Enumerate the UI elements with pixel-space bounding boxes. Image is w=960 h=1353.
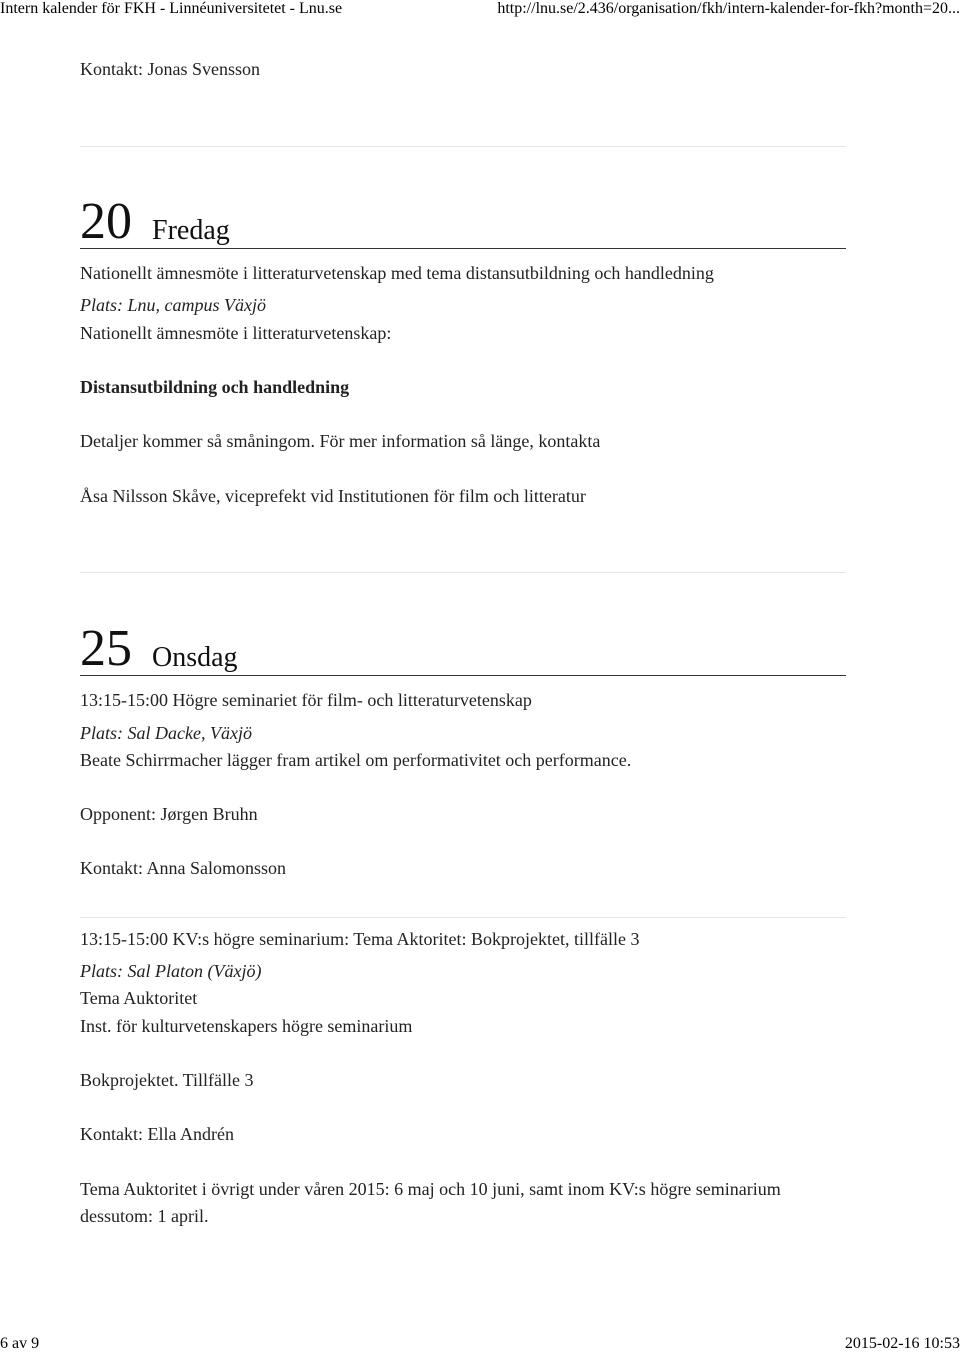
event-place: Plats: Sal Platon (Växjö) bbox=[80, 961, 262, 981]
event-title[interactable]: 13:15-15:00 KV:s högre seminarium: Tema Aktoritet: Bokprojektet, tillfälle 3 bbox=[80, 929, 640, 949]
event-contact: Åsa Nilsson Skåve, viceprefekt vid Institutionen för film och litteratur bbox=[80, 486, 586, 506]
section-divider bbox=[80, 572, 846, 573]
event-description: Beate Schirrmacher lägger fram artikel om performativitet och performance. bbox=[80, 750, 632, 770]
day-name: Onsdag bbox=[152, 642, 238, 673]
event-opponent: Opponent: Jørgen Bruhn bbox=[80, 804, 258, 824]
event-description: Detaljer kommer så småningom. För mer information så länge, kontakta bbox=[80, 431, 601, 451]
event-divider bbox=[80, 917, 846, 918]
day-heading-20 bbox=[80, 192, 846, 249]
event-description: Nationellt ämnesmöte i litteraturvetenskap: bbox=[80, 323, 392, 343]
page-counter: 6 av 9 bbox=[0, 1335, 40, 1352]
event-contact: Kontakt: Ella Andrén bbox=[80, 1124, 234, 1144]
section-divider bbox=[80, 146, 846, 147]
browser-page-title: Intern kalender för FKH - Linnéuniversitetet - Lnu.se bbox=[0, 0, 343, 17]
event-note: Tema Auktoritet i övrigt under våren 2015: 6 maj och 10 juni, samt inom KV:s högre seminarium bbox=[80, 1179, 781, 1199]
event-subtitle: Distansutbildning och handledning bbox=[80, 377, 350, 397]
print-timestamp: 2015-02-16 10:53 bbox=[844, 1335, 960, 1352]
day-number: 20 bbox=[80, 193, 132, 250]
event-title[interactable]: Nationellt ämnesmöte i litteraturvetenskap med tema distansutbildning och handledning bbox=[80, 263, 714, 283]
browser-page-url: http://lnu.se/2.436/organisation/fkh/intern-kalender-for-fkh?month=20... bbox=[497, 0, 960, 17]
day-heading-25 bbox=[80, 619, 846, 676]
event-place: Plats: Sal Dacke, Växjö bbox=[80, 723, 252, 743]
event-description: Bokprojektet. Tillfälle 3 bbox=[80, 1070, 254, 1090]
event-description: Inst. för kulturvetenskapers högre seminarium bbox=[80, 1016, 413, 1036]
top-contact: Kontakt: Jonas Svensson bbox=[80, 59, 260, 79]
day-name: Fredag bbox=[152, 215, 230, 246]
day-number: 25 bbox=[80, 620, 132, 677]
event-place: Plats: Lnu, campus Växjö bbox=[80, 295, 266, 315]
event-contact: Kontakt: Anna Salomonsson bbox=[80, 858, 286, 878]
event-title[interactable]: 13:15-15:00 Högre seminariet för film- och litteraturvetenskap bbox=[80, 690, 532, 710]
event-note: dessutom: 1 april. bbox=[80, 1206, 209, 1226]
event-description: Tema Auktoritet bbox=[80, 988, 198, 1008]
